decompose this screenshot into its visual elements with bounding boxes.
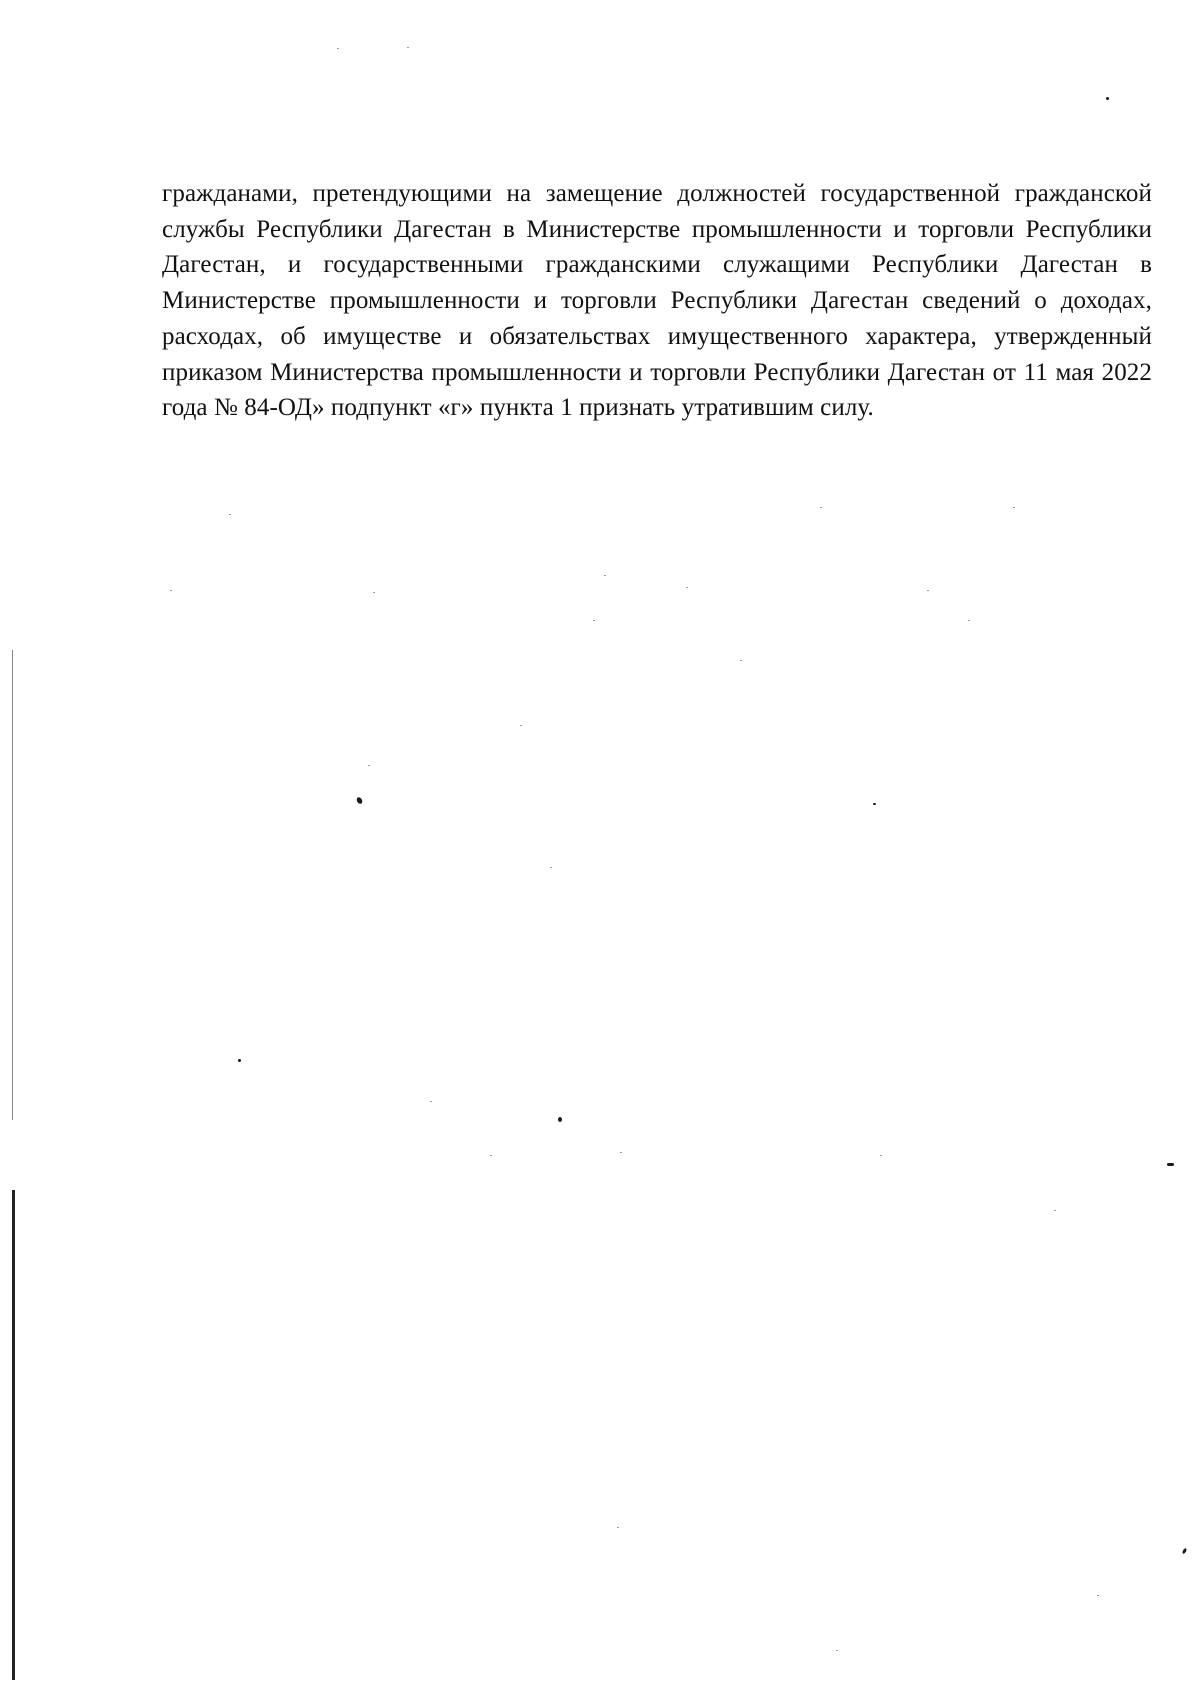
scan-speck	[238, 1059, 241, 1062]
scan-speck	[880, 1155, 882, 1156]
scan-edge-line	[12, 650, 13, 1120]
scan-speck	[229, 514, 231, 515]
scan-speck	[620, 1152, 622, 1153]
scan-speck	[1054, 1210, 1056, 1211]
scan-speck	[337, 48, 339, 49]
scan-speck	[968, 620, 970, 621]
scan-speck	[1013, 507, 1015, 508]
scan-speck	[520, 725, 522, 726]
scan-speck	[170, 590, 172, 591]
scan-speck	[1097, 1595, 1099, 1596]
scan-speck	[740, 660, 742, 661]
document-paragraph: гражданами, претендующими на замещение должностей государственной гражданской службы Республики Дагестан в Министерстве промышленности и торговли Республики Дагестан, и государственными гражданскими служащими Республики Дагестан в Министерстве промышленности и торговли Республики Дагестан сведений о доходах, расходах, об имуществе и обязательствах имущественного характера, утвержденный приказом Министерства промышленности и торговли Республики Дагестан от 11 мая 2022 года № 84-ОД» подпункт «г» пункта 1 признать утратившим силу.	[162, 180, 1152, 422]
scan-speck	[820, 507, 822, 508]
scan-speck	[1167, 1163, 1174, 1166]
scan-speck	[1106, 97, 1109, 100]
scan-speck	[550, 867, 552, 868]
scan-speck	[604, 575, 606, 576]
scan-speck	[1182, 1548, 1188, 1555]
scan-speck	[836, 1650, 838, 1651]
scan-speck	[927, 590, 929, 591]
scan-edge-line	[12, 1190, 15, 1680]
scan-speck	[368, 765, 370, 766]
scan-speck	[356, 796, 364, 805]
scan-speck	[407, 47, 409, 48]
scan-speck	[686, 587, 688, 588]
scan-speck	[558, 1117, 562, 1122]
scan-speck	[617, 1527, 619, 1528]
scan-speck	[373, 592, 375, 593]
scan-speck	[873, 803, 876, 805]
scan-speck	[593, 620, 595, 621]
scan-speck	[430, 1101, 432, 1102]
scan-speck	[490, 1155, 492, 1156]
